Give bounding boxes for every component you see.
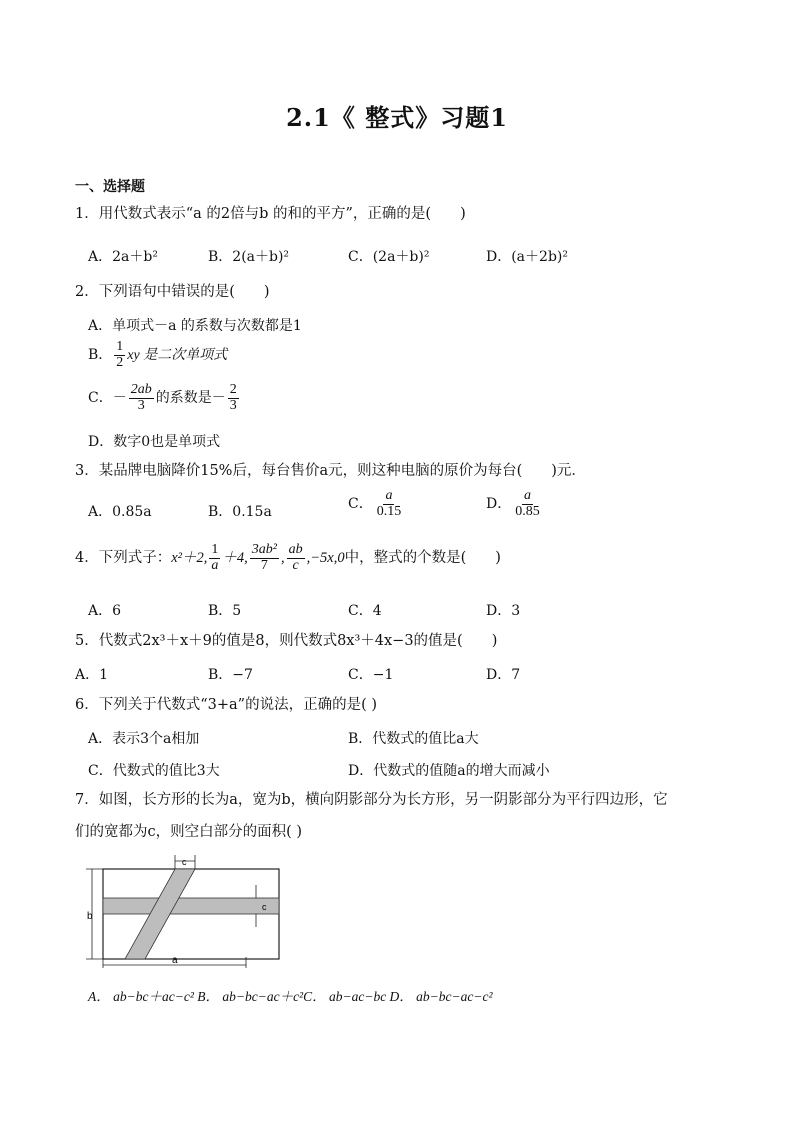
- question-1-option-d: D．(a＋2b)²: [486, 249, 568, 265]
- question-7-options: A． ab−bc＋ac−c² B． ab−bc−ac＋c²C． ab−ac−bc D． ab−bc−ac−c²: [88, 989, 493, 1004]
- option-label: B．: [88, 347, 113, 364]
- fraction-denominator: 0.85: [515, 503, 540, 519]
- fraction-denominator: 7: [260, 557, 268, 573]
- fig-label-b: b: [87, 911, 93, 922]
- question-2-option-b: [88, 340, 227, 370]
- question-3-stem: 3．某品牌电脑降价15%后，每台售价a元，则这种电脑的原价为每台( )元．: [75, 463, 586, 479]
- question-3-option-a: A．0.85a: [88, 504, 152, 520]
- fraction: [209, 543, 220, 573]
- question-4-option-b: B．5: [208, 603, 242, 619]
- question-1-stem: 1．用代数式表示“a 的2倍与b 的和的平方”，正确的是( ): [75, 206, 466, 222]
- question-2-option-a: A．单项式－a 的系数与次数都是1: [88, 318, 302, 334]
- fraction-denominator: 2: [116, 354, 124, 370]
- fig-label-c-right: c: [262, 902, 267, 912]
- option-text: 的系数是－: [155, 390, 226, 407]
- fraction: [228, 383, 239, 413]
- fraction-denominator: 3: [137, 397, 145, 413]
- section-heading: 一、选择题: [75, 179, 145, 195]
- question-5-option-b: B．−7: [208, 667, 253, 683]
- question-5-option-a: A．1: [75, 667, 109, 683]
- question-4-option-c: C．4: [348, 603, 382, 619]
- fraction-numerator: 3ab²: [251, 542, 277, 557]
- question-6-stem: 6．下列关于代数式“3+a”的说法，正确的是( ): [75, 697, 377, 713]
- fraction-numerator: 2ab: [130, 382, 152, 397]
- question-5-stem: 5．代数式2x³＋x＋9的值是8，则代数式8x³＋4x−3的值是( ): [75, 633, 498, 649]
- fraction-numerator: ab: [288, 542, 303, 557]
- fraction-denominator: 0.15: [376, 503, 402, 519]
- question-6-option-b: B．代数式的值比a大: [348, 731, 479, 747]
- question-7-stem-line1: 7．如图，长方形的长为a，宽为b，横向阴影部分为长方形，另一阴影部分为平行四边形，它: [75, 792, 668, 808]
- question-6-option-d: D．代数式的值随a的增大而减小: [348, 763, 550, 779]
- fig-label-c-top: c: [182, 857, 187, 867]
- fraction: [375, 489, 404, 519]
- question-3-option-d: [486, 489, 544, 519]
- question-3-option-b: B．0.15a: [208, 504, 272, 520]
- math-expr: ＋4,: [222, 550, 248, 567]
- fig-label-a: a: [172, 955, 178, 966]
- fraction-denominator: 3: [229, 397, 237, 413]
- fraction-numerator: 1: [211, 542, 219, 557]
- fraction-numerator: a: [385, 488, 393, 503]
- fraction: [250, 543, 279, 573]
- question-4-option-a: A．6: [88, 603, 122, 619]
- fraction-denominator: a: [211, 557, 219, 573]
- question-1-option-c: C．(2a＋b)²: [348, 249, 430, 265]
- math-expr: ,−5x,0: [306, 550, 345, 567]
- option-text: xy 是二次单项式: [127, 348, 228, 364]
- question-4-option-d: D．3: [486, 603, 521, 619]
- rectangle-diagram: [70, 853, 280, 968]
- question-6-option-c: C．代数式的值比3大: [88, 763, 220, 779]
- question-5-option-d: D．7: [486, 667, 521, 683]
- math-expr: ,: [280, 550, 285, 567]
- fraction: [129, 383, 154, 413]
- math-expr: x²＋2,: [171, 550, 208, 567]
- question-3-option-c: [348, 489, 405, 519]
- option-label: C．: [348, 496, 373, 513]
- fraction-denominator: c: [292, 557, 299, 573]
- question-5-option-c: C．−1: [348, 667, 394, 683]
- stem-text: 中，整式的个数是( ): [344, 550, 501, 567]
- fraction: [287, 543, 305, 573]
- page-title: 2.1《 整式》习题1: [286, 103, 508, 132]
- stem-text: 4．下列式子：: [75, 550, 172, 567]
- question-4-stem: [75, 543, 501, 573]
- horizontal-shaded-strip: [103, 898, 279, 914]
- question-1-option-a: A．2a＋b²: [88, 249, 158, 265]
- question-2-option-d: D．数字0也是单项式: [88, 434, 221, 450]
- question-6-option-a: A．表示3个a相加: [88, 731, 200, 747]
- fraction-numerator: 2: [229, 382, 237, 397]
- question-2-stem: 2．下列语句中错误的是( ): [75, 284, 270, 300]
- option-label: C．－: [88, 390, 127, 407]
- fraction: [513, 489, 542, 519]
- fraction-numerator: 1: [116, 339, 124, 354]
- option-label: D．: [486, 496, 512, 513]
- fraction: [114, 340, 125, 370]
- question-2-option-c: [88, 383, 241, 413]
- question-7-stem-line2: 们的宽都为c，则空白部分的面积( ): [75, 824, 303, 840]
- fraction-numerator: a: [523, 488, 531, 503]
- question-1-option-b: B．2(a＋b)²: [208, 249, 290, 265]
- rectangle-figure: [70, 853, 280, 972]
